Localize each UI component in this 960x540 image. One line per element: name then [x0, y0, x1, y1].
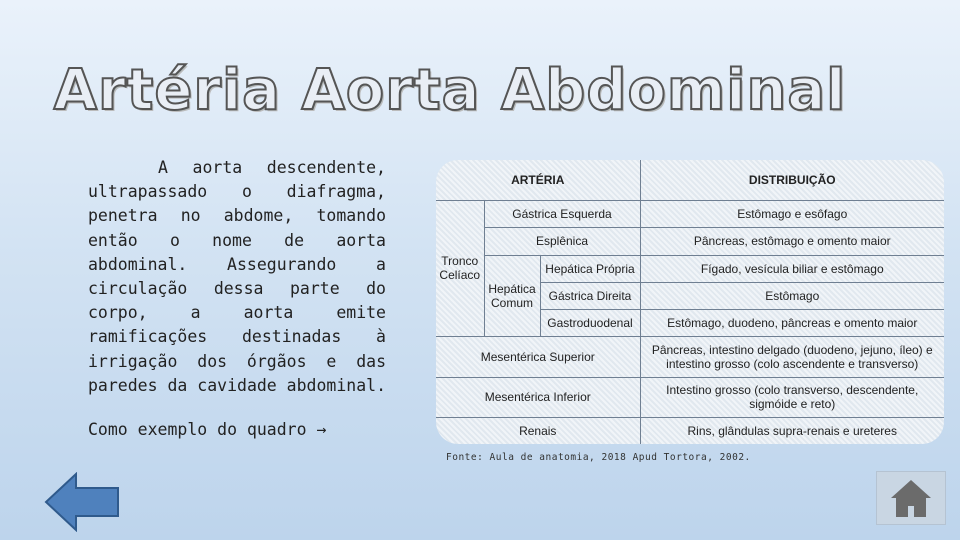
artery-cell: Mesentérica Inferior	[436, 377, 640, 417]
back-button[interactable]	[44, 472, 120, 532]
distribution-cell: Estômago	[640, 282, 944, 309]
artery-cell: Hepática Própria	[540, 255, 640, 282]
distribution-cell: Pâncreas, estômago e omento maior	[640, 227, 944, 255]
table-row	[436, 377, 944, 417]
distribution-cell: Pâncreas, intestino delgado (duodeno, jejuno, íleo) e intestino grosso (colo ascendente e transverso)	[640, 336, 944, 377]
table-row	[436, 417, 944, 444]
distribution-cell: Rins, glândulas supra-renais e ureteres	[640, 417, 944, 444]
distribution-cell: Fígado, vesícula biliar e estômago	[640, 255, 944, 282]
paragraph-text: A aorta descendente, ultrapassado o diafragma, penetra no abdome, tomando então o nome de aorta abdominal. Assegurando a circulação dessa parte do corpo, a aorta emite ramificações destinadas à irrigação dos órgãos e das paredes da cavidade abdominal.	[88, 158, 387, 395]
artery-cell: Renais	[436, 417, 640, 444]
distribution-cell: Estômago, duodeno, pâncreas e omento maior	[640, 309, 944, 336]
artery-cell: Mesentérica Superior	[436, 336, 640, 377]
artery-cell: Gastroduodenal	[540, 309, 640, 336]
tronco-celiaco-cell: Tronco Celíaco	[436, 200, 484, 336]
home-button[interactable]	[876, 471, 946, 525]
artery-table	[436, 160, 944, 444]
example-text: Como exemplo do quadro	[88, 420, 307, 439]
artery-cell: Gástrica Direita	[540, 282, 640, 309]
arrow-left-icon	[44, 472, 120, 532]
distribution-cell: Intestino grosso (colo transverso, descendente, sigmóide e reto)	[640, 377, 944, 417]
example-line	[88, 420, 326, 439]
artery-table-image	[436, 160, 944, 444]
table-row	[436, 336, 944, 377]
header-distribution: DISTRIBUIÇÃO	[640, 160, 944, 200]
body-paragraph	[88, 156, 386, 398]
table-row	[436, 227, 944, 255]
hepatica-comum-cell: Hepática Comum	[484, 255, 540, 336]
arrow-right-icon: →	[316, 420, 327, 439]
table-row	[436, 200, 944, 227]
table-header-row	[436, 160, 944, 200]
distribution-cell: Estômago e esôfago	[640, 200, 944, 227]
home-icon	[877, 472, 945, 524]
header-artery: ARTÉRIA	[436, 160, 640, 200]
table-row	[436, 255, 944, 282]
artery-cell: Gástrica Esquerda	[484, 200, 640, 227]
slide-title: Artéria Aorta Abdominal	[53, 58, 847, 123]
artery-cell: Esplênica	[484, 227, 640, 255]
source-caption: Fonte: Aula de anatomia, 2018 Apud Tortora, 2002.	[446, 452, 751, 463]
